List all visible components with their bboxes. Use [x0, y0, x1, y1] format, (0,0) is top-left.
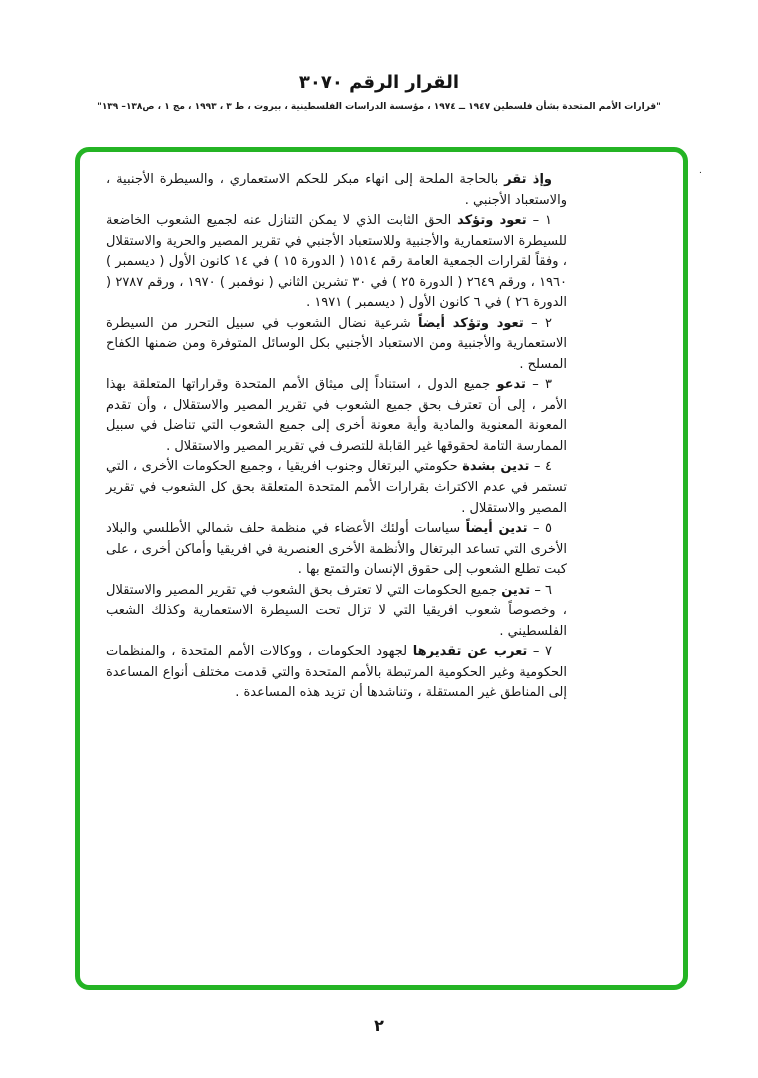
paragraph-number: ٦ –	[534, 582, 553, 598]
operative-paragraph-1	[106, 211, 567, 314]
paragraph-lead: تدين بشدة	[462, 459, 530, 475]
paragraph-lead: تعود وتؤكد أيضاً	[417, 315, 524, 331]
paragraph-text: جميع الحكومات التي لا تعترف بحق الشعوب في تقرير المصير والاستقلال ، وخصوصاً شعوب افريقيا التي لا تزال تحت السيطرة الاستعمارية وكذلك الشعب الفلسطيني .	[106, 582, 567, 639]
operative-paragraph-4	[106, 457, 567, 519]
paragraph-lead: تعرب عن تقديرها	[412, 644, 528, 660]
page-footer	[0, 1016, 758, 1035]
resolution-title: القرار الرقم ٣٠٧٠	[298, 72, 460, 93]
operative-paragraph-7	[106, 642, 567, 704]
operative-paragraph-2	[106, 314, 567, 376]
paragraph-number: ٧ –	[532, 644, 552, 660]
paragraph-text: الحق الثابت الذي لا يمكن التنازل عنه لجميع الشعوب الخاضعة للسيطرة الاستعمارية والأجنبية وللاستعباد الأجنبي في تقرير المصير والحرية والاستقلال ، وفقاً لقرارات الجمعية العامة رقم ١٥١٤ ( الدورة ١٥ ) في ١٤ كانون الأول ( ديسمبر ) ١٩٦٠ ، ورقم ٢٦٤٩ ( الدورة ٢٥ ) في ٣٠ تشرين الثاني ( نوفمبر ) ١٩٧٠ ، ورقم ٢٧٨٧ ( الدورة ٢٦ ) في ٦ كانون الأول ( ديسمبر ) ١٩٧١ .	[106, 213, 567, 311]
operative-paragraph-3	[106, 375, 567, 457]
paragraph-number: ٣ –	[532, 377, 552, 393]
paragraph-text: بالحاجة الملحة إلى انهاء مبكر للحكم الاستعماري ، والسيطرة الأجنبية ، والاستعباد الأجنبي .	[106, 172, 567, 208]
paragraph-number: ٥ –	[533, 521, 553, 537]
paragraph-text: شرعية نضال الشعوب في سبيل التحرر من السيطرة الاستعمارية والأجنبية ومن الاستعباد الأجنبي بكل الوسائل المتوفرة ومن ضمنها الكفاح المسلح .	[106, 315, 567, 372]
operative-paragraph-6	[106, 581, 567, 643]
paragraph-text: سياسات أولئك الأعضاء في منظمة حلف شمالي الأطلسي والبلاد الأخرى التي تساعد البرتغال والأنظمة الأخرى العنصرية في افريقيا وأماكن أخرى ، على كبت تطلع الشعوب إلى حقوق الإنسان والتمتع بها .	[106, 521, 567, 578]
page-header	[0, 72, 758, 112]
page-number: ٢	[374, 1016, 384, 1035]
document-frame	[75, 147, 688, 990]
paragraph-lead: تدين أيضاً	[465, 521, 528, 537]
paragraph-text: جميع الدول ، استناداً إلى ميثاق الأمم المتحدة وقراراتها المتعلقة بهذا الأمر ، إلى أن تعترف بحق جميع الشعوب في تقرير المصير والاستقلال ، وأن تقدم المعونة المعنوية والمادية وأية معونة أخرى إلى جميع الشعوب التي تناضل في سبيل الممارسة التامة لحقوقها غير القابلة للتصرف في تقرير المصير والاستقلال .	[106, 377, 567, 454]
paragraph-number: ٤ –	[533, 459, 553, 475]
paragraph-number: ١ –	[532, 213, 552, 229]
margin-dot: ٠	[698, 168, 703, 178]
source-citation: "قرارات الأمم المتحدة بشأن فلسطين ١٩٤٧ ــ ١٩٧٤ ، مؤسسة الدراسات الفلسطينية ، بيروت ، ط ٣ ، ١٩٩٣ ، مج ١ ، ص١٣٨– ١٣٩"	[97, 102, 661, 112]
preamble-paragraph	[106, 170, 567, 211]
paragraph-lead: تدعو	[496, 377, 526, 393]
operative-paragraph-5	[106, 519, 567, 581]
paragraph-text: لجهود الحكومات ، ووكالات الأمم المتحدة ، والمنظمات الحكومية وغير الحكومية المرتبطة بالأمم المتحدة والتي قدمت مختلف أنواع المساعدة إلى المناطق غير المستقلة ، وتناشدها أن تزيد هذه المساعدة .	[106, 644, 567, 701]
paragraph-number: ٢ –	[531, 315, 552, 331]
paragraph-lead: تدين	[501, 582, 531, 598]
paragraph-lead: تعود وتؤكد	[457, 213, 527, 229]
paragraph-lead: وإذ تقر	[504, 172, 552, 187]
resolution-body	[80, 152, 683, 985]
paragraph-text: حكومتي البرتغال وجنوب افريقيا ، وجميع الحكومات الأخرى ، التي تستمر في عدم الاكتراث بقرارات الأمم المتحدة المتعلقة بحق كل الشعوب في تقرير المصير والاستقلال .	[106, 459, 567, 516]
